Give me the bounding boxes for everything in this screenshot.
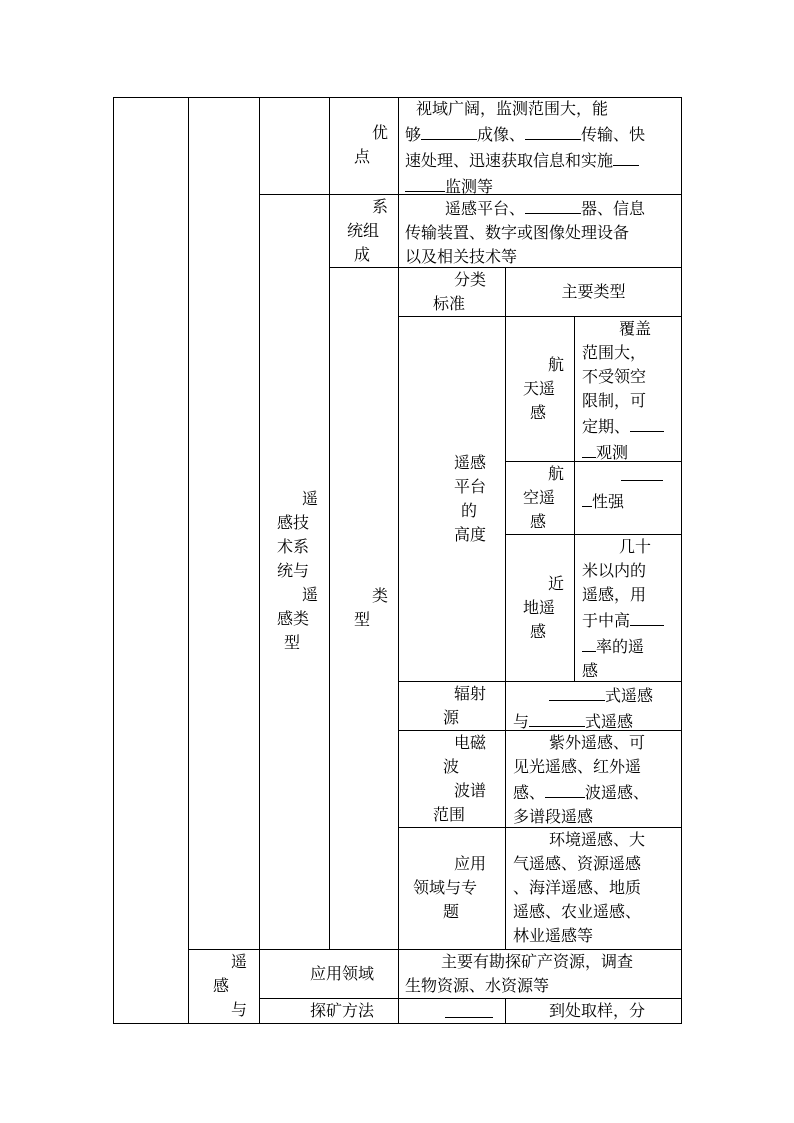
near-desc-seg: 于中高 [582, 611, 631, 630]
near-desc-line: 米以内的 [582, 561, 647, 580]
bottom-label-line2: 感 [213, 976, 230, 995]
spectrum-desc-line: 紫外遥感、可 [549, 733, 646, 752]
advantage-text-seg: 速处理、迅速获取信息和实施 [405, 151, 614, 170]
space-desc-line: 不受领空 [582, 367, 647, 386]
space-desc-line: 限制，可 [582, 391, 647, 410]
near-desc-line5 [582, 633, 664, 659]
spectrum-criterion [399, 731, 505, 827]
air-desc-line1 [582, 462, 663, 488]
application-desc [513, 828, 645, 948]
section-title-line: 感类 [277, 609, 310, 628]
application-desc-line: 、海洋遥感、地质 [513, 878, 642, 897]
section-title-line: 型 [284, 633, 301, 652]
radiation-desc-seg: 与 [513, 712, 530, 731]
air-name-line: 感 [530, 512, 547, 531]
advantage-label-line2: 点 [354, 147, 371, 166]
composition-label-line2: 统组 [347, 221, 380, 240]
near-ground-remote-sensing-name [506, 572, 574, 644]
application-desc-line: 环境遥感、大 [549, 830, 646, 849]
blank-imaging [421, 121, 477, 140]
application-desc-line: 气遥感、资源遥感 [513, 854, 642, 873]
composition-text-line3: 以及相关技术等 [405, 247, 518, 266]
blank-active [549, 682, 605, 701]
blank-resolution-a [630, 607, 664, 626]
composition-text-seg: 器、信息 [581, 199, 646, 218]
platform-criterion-line: 平台 [454, 477, 487, 496]
radiation-desc-seg: 式遥感 [605, 686, 654, 705]
space-remote-sensing-desc [582, 317, 664, 465]
composition-text-line2: 传输装置、数字或图像处理设备 [405, 223, 630, 242]
near-name-line: 感 [530, 622, 547, 641]
spectrum-desc-seg: 感、 [513, 783, 546, 802]
space-desc-seg: 观测 [596, 443, 629, 462]
rule-col6 [574, 316, 575, 682]
advantage-text-line2 [405, 121, 645, 147]
advantage-text-line3 [405, 147, 645, 173]
platform-criterion-line: 的 [461, 501, 478, 520]
space-desc-line: 范围大， [582, 343, 647, 362]
advantage-text [405, 97, 645, 199]
air-remote-sensing-name [506, 462, 574, 534]
advantage-text-seg: 成像、 [477, 125, 526, 144]
near-desc-line4 [582, 607, 664, 633]
types-label-line1: 类 [372, 586, 389, 605]
air-name-line: 航 [548, 464, 565, 483]
header-criterion-line1: 分类 [454, 270, 487, 289]
radiation-desc-seg: 式遥感 [585, 712, 634, 731]
air-remote-sensing-desc [582, 462, 663, 514]
section-title [260, 487, 329, 655]
types-label [330, 584, 398, 632]
composition-label-line1: 系 [372, 197, 389, 216]
air-name-line: 空遥 [523, 488, 556, 507]
spectrum-criterion-line: 波 [443, 757, 460, 776]
application-desc-line: 遥感、农业遥感、 [513, 902, 642, 921]
advantage-text-line1: 视域广阔，监测范围大，能 [416, 99, 609, 118]
advantage-label [330, 121, 398, 169]
advantage-text-seg: 监测等 [445, 177, 494, 196]
air-desc-seg: 性强 [592, 492, 625, 511]
advantage-text-seg: 传输、快 [581, 125, 646, 144]
method-label: 探矿方法 [310, 1001, 375, 1020]
bottom-label-line3: 与 [231, 1000, 248, 1019]
blank-microwave [545, 779, 585, 798]
blank-resolution-b [582, 633, 596, 652]
spectrum-criterion-line: 波谱 [454, 781, 487, 800]
application-desc-line: 林业遥感等 [513, 926, 594, 945]
near-ground-remote-sensing-desc [582, 535, 664, 683]
radiation-desc [513, 682, 653, 734]
header-criterion [399, 268, 505, 316]
space-desc-seg: 定期、 [582, 417, 631, 436]
types-label-line2: 型 [354, 610, 371, 629]
method-blank-cell [445, 999, 493, 1025]
section-title-line: 遥 [302, 489, 319, 508]
near-name-line: 近 [548, 574, 565, 593]
application-criterion-line: 领域与专 [413, 878, 478, 897]
app-field-label: 应用领域 [310, 964, 375, 983]
header-main-types: 主要类型 [561, 282, 626, 301]
near-desc-line: 遥感，用 [582, 585, 647, 604]
rule-col5-lower [505, 998, 506, 1024]
section-title-line: 感技 [277, 513, 310, 532]
app-field-text [405, 950, 633, 998]
spectrum-criterion-line: 范围 [433, 805, 466, 824]
blank-monitor-a [613, 147, 639, 166]
near-name-line: 地遥 [523, 598, 556, 617]
rule-bottom [113, 1023, 681, 1024]
radiation-criterion-line1: 辐射 [454, 684, 487, 703]
space-desc-line: 覆盖 [619, 319, 652, 338]
blank-sensor [525, 195, 581, 214]
spectrum-desc-line3 [513, 779, 649, 805]
composition-label-line3: 成 [354, 245, 371, 264]
blank-air-b [582, 488, 592, 507]
spectrum-criterion-line: 电磁 [454, 733, 487, 752]
blank-air-a [621, 462, 663, 481]
radiation-criterion-line2: 源 [443, 708, 460, 727]
bottom-section-label [189, 950, 259, 1022]
advantage-label-line1: 优 [372, 123, 389, 142]
application-criterion-line: 应用 [454, 854, 487, 873]
composition-label [330, 195, 398, 267]
bottom-label-line1: 遥 [231, 952, 248, 971]
radiation-desc-line1 [513, 682, 653, 708]
near-desc-seg: 率的遥 [596, 637, 645, 656]
radiation-criterion [399, 682, 505, 730]
composition-text [405, 195, 645, 269]
spectrum-desc-seg: 波遥感、 [585, 783, 650, 802]
spectrum-desc-line: 多谱段遥感 [513, 807, 594, 826]
blank-repeated-b [582, 439, 596, 458]
app-field-text-line1: 主要有勘探矿产资源，调查 [441, 952, 634, 971]
composition-text-seg: 遥感平台、 [445, 199, 526, 218]
blank-transmission [525, 121, 581, 140]
header-criterion-line2: 标准 [433, 294, 466, 313]
section-title-line: 术系 [277, 537, 310, 556]
platform-criterion [399, 451, 505, 547]
application-criterion-line: 题 [443, 902, 460, 921]
rule-right [681, 97, 682, 1024]
platform-criterion-line: 高度 [454, 525, 487, 544]
blank-method [445, 999, 493, 1018]
section-title-line: 统与 [277, 561, 310, 580]
platform-criterion-line: 遥感 [454, 453, 487, 472]
space-remote-sensing-name [506, 353, 574, 425]
air-desc-line2 [582, 488, 663, 514]
near-desc-line: 几十 [619, 537, 652, 556]
rule-col1 [188, 97, 189, 1024]
application-criterion [399, 852, 505, 924]
composition-text-line1 [405, 195, 645, 221]
method-text: 到处取样，分 [549, 1001, 646, 1020]
space-desc-line5 [582, 413, 664, 439]
app-field-text-line2: 生物资源、水资源等 [405, 976, 550, 995]
space-name-line: 航 [548, 355, 565, 374]
spectrum-desc-line: 见光遥感、红外遥 [513, 757, 642, 776]
blank-passive [529, 708, 585, 727]
spectrum-desc [513, 731, 649, 829]
advantage-text-seg: 够 [405, 125, 422, 144]
section-title-line: 遥 [302, 585, 319, 604]
blank-repeated-a [630, 413, 664, 432]
near-desc-line: 感 [582, 661, 599, 680]
rule-left [113, 97, 114, 1024]
blank-monitor-b [405, 173, 445, 192]
space-name-line: 天遥 [523, 379, 556, 398]
space-name-line: 感 [530, 403, 547, 422]
